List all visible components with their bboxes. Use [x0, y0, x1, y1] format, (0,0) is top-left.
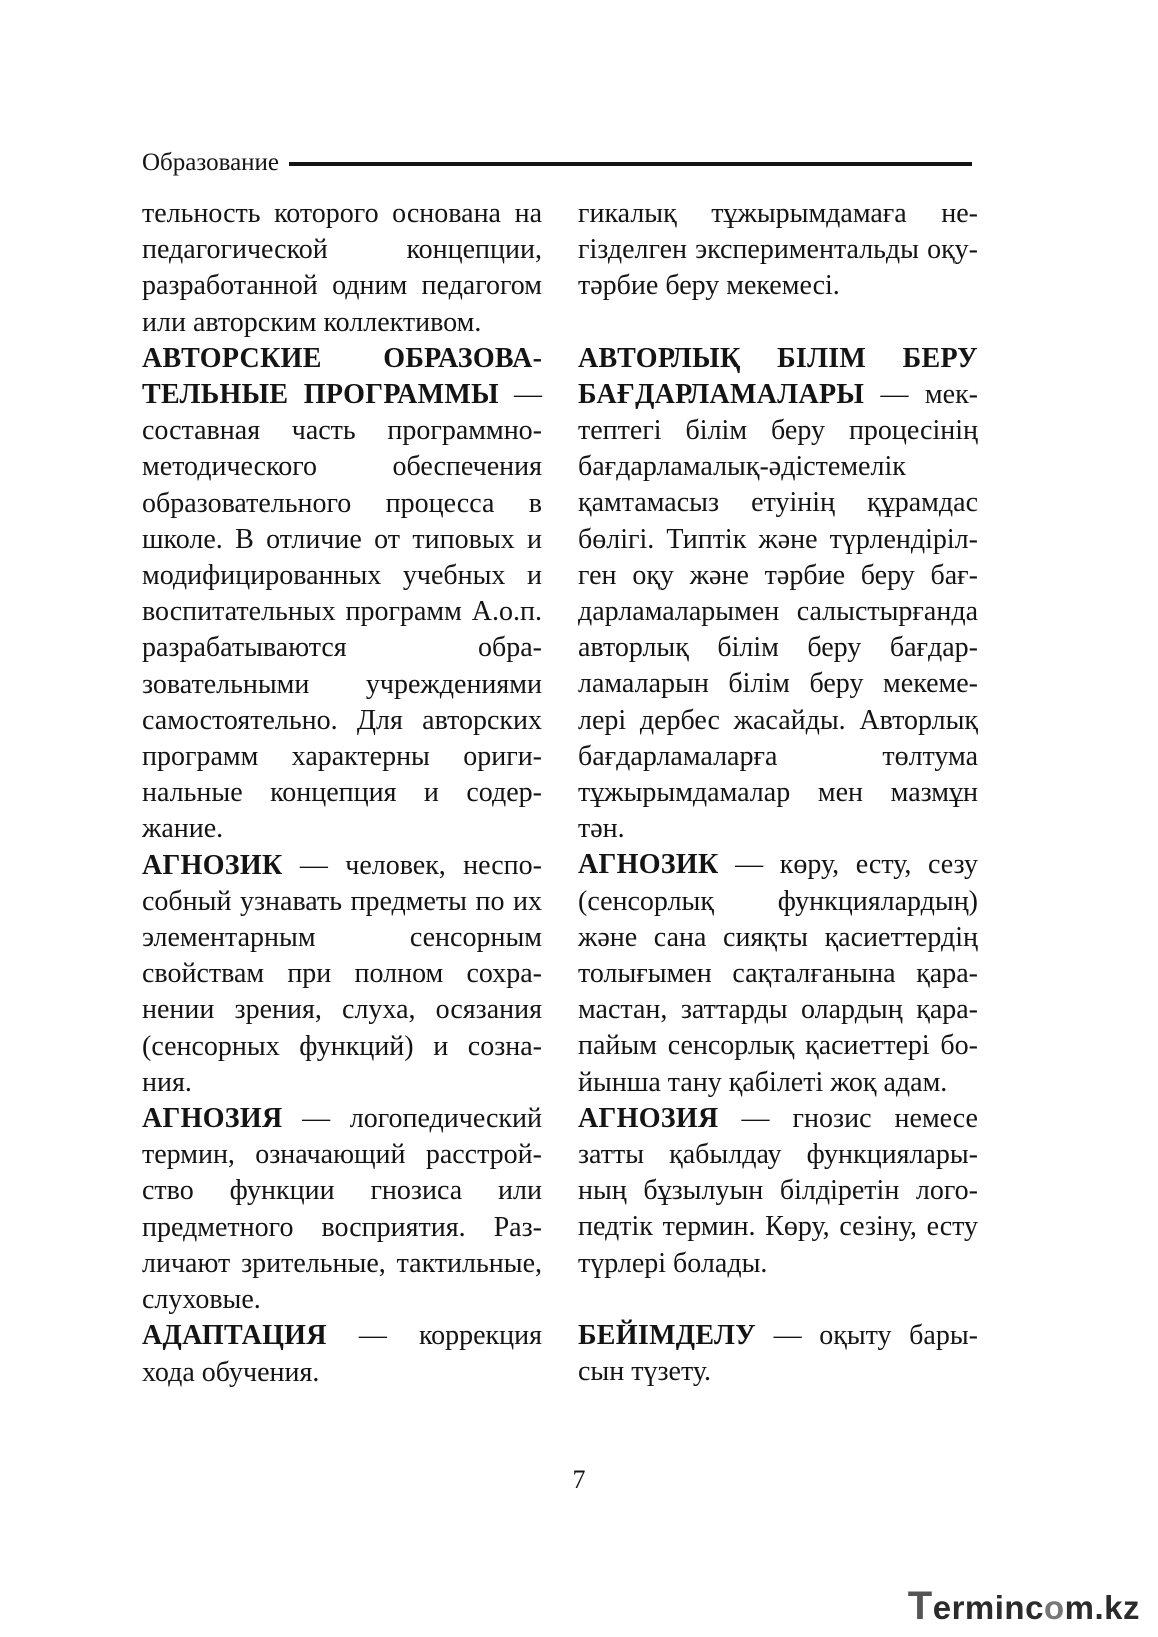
- dictionary-entry: [142, 1318, 542, 1390]
- dictionary-entry: [142, 848, 542, 1101]
- dictionary-entry: [142, 341, 542, 848]
- entry-term: АВТОРСКИЕ ОБРАЗОВАТЕЛЬНЫЕ ПРОГРАММЫ: [142, 342, 542, 411]
- site-watermark: Termincom.kz: [907, 1584, 1140, 1628]
- page-number: 7: [572, 1465, 586, 1494]
- entry-term: АГНОЗИЯ: [142, 1103, 283, 1135]
- dictionary-entry: [578, 1101, 978, 1282]
- entry-definition: — логопедический термин, означающий расстройство функции гнозиса или предметного восприятия. Различают зрительные, тактильные, слуховые.: [142, 1103, 542, 1316]
- dictionary-entry: [578, 1318, 978, 1390]
- header-title: Образование: [142, 149, 280, 176]
- spacer: [578, 305, 978, 341]
- magnifier-icon: o: [1043, 1589, 1065, 1626]
- running-header: [142, 148, 972, 178]
- entry-term: АДАПТАЦИЯ: [142, 1320, 327, 1352]
- entry-definition: — мектептегі білім беру процесінің бағдарламалық-әдістемелік қамтамасыз етуінің құрамдас бөлігі. Типтік және түрлендірілген оқу және тәрбие беру бағдарламаларымен салыстырғанда авторлық білім беру бағдарламаларын білім беру мекемелері дербес жасайды. Авторлық бағдарламаларға төлтума тұжырымдамалар мен мазмұн тән.: [578, 378, 978, 845]
- entry-definition: — составная часть программно-методического обеспечения образовательного процесса в школе. В отличие от типовых и модифицированных учебных и воспитательных программ А.о.п. разрабатываются образовательными учреждениями самостоятельно. Для авторских программ характерны оригинальные концепция и содержание.: [142, 379, 542, 845]
- entry-term: АВТОРЛЫҚ БІЛІМ БЕРУ БАҒДАРЛАМАЛАРЫ: [578, 342, 978, 410]
- entry-term: АГНОЗИЯ: [578, 1102, 719, 1134]
- entry-definition: — көру, есту, сезу (сенсорлық функциялардың) және сана сияқты қасиеттердің толығымен сақталғанына қарамастан, заттарды олардың қарапайым сенсорлық қасиеттері бойынша тану қабілеті жоқ адам.: [578, 849, 978, 1098]
- entry-definition: — гнозис немесе затты қабылдау функцияларының бұзылуын білдіретін логопедтік термин. Көру, сезіну, есту түрлері болады.: [578, 1102, 978, 1279]
- right-column: [578, 196, 978, 1390]
- spacer: [578, 1282, 978, 1318]
- dictionary-entry: [142, 1101, 542, 1318]
- entry-definition: — коррекция хода обучения.: [142, 1320, 542, 1388]
- continuation-paragraph: гикалық тұжырымдамаға негізделген экспериментальды оқу-тәрбие беру мекемесі.: [578, 198, 978, 302]
- dictionary-entry: [578, 847, 978, 1100]
- dictionary-entry: [578, 341, 978, 848]
- entry-term: АГНОЗИК: [578, 849, 719, 881]
- entry-definition: — оқыту барысын түзету.: [578, 1319, 978, 1388]
- header-rule: [289, 162, 972, 166]
- entry-term: АГНОЗИК: [142, 849, 283, 881]
- entry-definition: — человек, неспособный узнавать предметы по их элементарным сенсорным свойствам при полном сохранении зрения, слуха, осязания (сенсорных функций) и сознания.: [142, 849, 542, 1098]
- continuation-paragraph: тельность которого основана на педагогической концепции, разработанной одним педагогом или авторским коллективом.: [142, 198, 542, 338]
- entry-term: БЕЙІМДЕЛУ: [578, 1319, 756, 1351]
- left-column: [142, 196, 542, 1391]
